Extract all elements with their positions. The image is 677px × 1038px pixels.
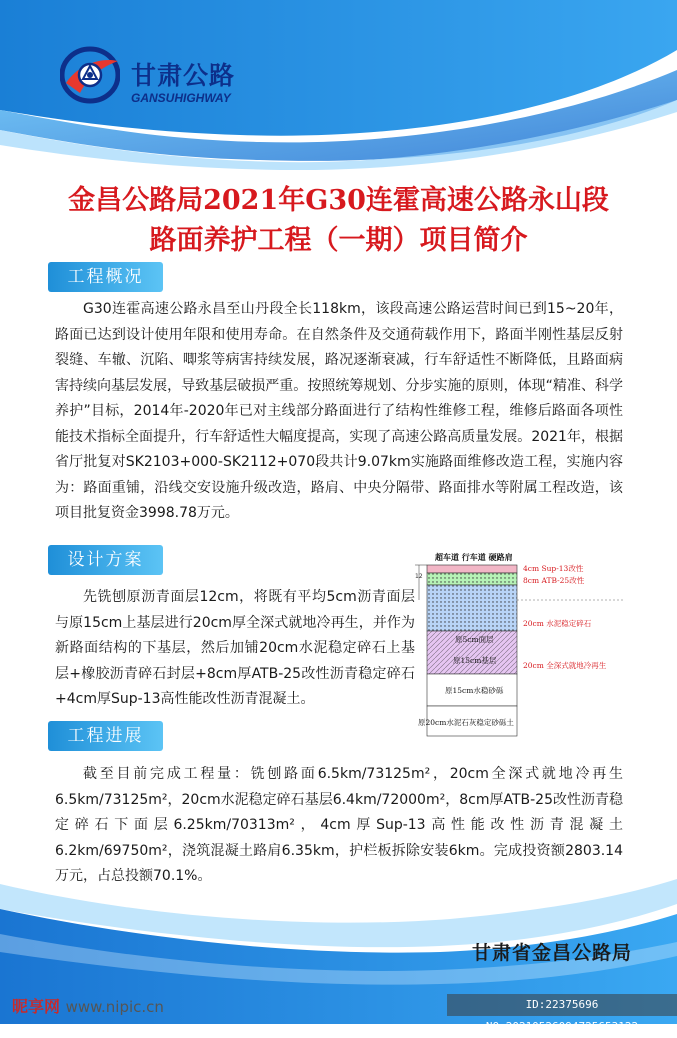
section-tag-progress: 工程进展 [48,721,163,751]
watermark-site-name: 昵享网 [12,997,61,1016]
design-paragraph: 先铣刨原沥青面层12cm，将既有平均5cm沥青面层与原15cm上基层进行20cm厚全深式就地冷再生，并作为新路面结构的下基层，然后加铺20cm水泥稳定碎石上基层+橡胶沥青碎石封层+8cm厚ATB-25改性沥青稳定碎石+4cm厚Sup-13高性能改性沥青混凝土。 [55,589,415,707]
page-title-line-1: 金昌公路局2021年G30连霍高速公路永山段 [68,185,609,216]
logo-chinese-text: 甘肃公路 [131,61,236,90]
pavement-structure-diagram [415,548,630,743]
watermark-site [12,994,164,1017]
logo-english-text: GANSUHIGHWAY [131,91,231,105]
section-tag-design: 设计方案 [48,545,163,575]
inner-label-3: 原15cm水稳砂砾 [445,686,504,695]
layer-sup13 [427,565,517,573]
gansu-highway-logo-icon [60,45,120,105]
right-label-4: 20cm 全深式就地冷再生 [523,661,607,670]
footer-organization: 甘肃省金昌公路局 [471,942,632,964]
diagram-lane-header: 超车道 行车道 硬路肩 [435,552,513,562]
diagram-side-label: 12 [415,573,423,580]
progress-paragraph: 截至目前完成工程量：铣刨路面6.5km/73125m²，20cm全深式就地冷再生6.5km/73125m²，20cm水泥稳定碎石基层6.4km/72000m²，8cm厚ATB-25改性沥青稳定碎石下面层6.25km/70313m²，4cm厚Sup-13高性能改性沥青混凝土6.2km/69750m²，浇筑混凝土路肩6.35km，护栏板拆除安装6km。完成投资额2803.14万元，占总投额70.1%。 [55,766,623,884]
section-tag-overview: 工程概况 [48,262,163,292]
watermark-id: ID:22375696 NO:20210526094725653122 [447,994,677,1016]
page-title-line-2: 路面养护工程（一期）项目简介 [149,225,528,256]
inner-label-4: 原20cm水泥石灰稳定砂砾土 [418,718,514,727]
watermark-url: www.nipic.cn [65,998,164,1016]
right-label-3: 20cm 水泥稳定碎石 [523,619,592,628]
overview-paragraph: G30连霍高速公路永昌至山丹段全长118km，该段高速公路运营时间已到15~20年，路面已达到设计使用年限和使用寿命。在自然条件及交通荷载作用下，路面半刚性基层反射裂缝、车辙、沉陷、唧浆等病害持续发展，路况逐渐衰减，行车舒适性不断降低，且路面病害持续向基层发展，导致基层破损严重。按照统筹规划、分步实施的原则，体现“精准、科学养护”目标，2014年-2020年已对主线部分路面进行了结构性维修工程，维修后路面各项性能技术指标全面提升，行车舒适性大幅度提高，实现了高速公路高质量发展。2021年，根据省厅批复对SK2103+000-SK2112+070段共计9.07km实施路面维修改造工程，实施内容为：路面重铺，沿线交安设施升级改造，路肩、中央分隔带、路面排水等附属工程改造，该项目批复资金3998.78万元。 [55,301,623,521]
right-label-2: 8cm ATB-25改性 [523,576,585,585]
inner-label-1: 原5cm面层 [455,635,494,644]
inner-label-2: 原15cm基层 [453,656,497,665]
right-label-1: 4cm Sup-13改性 [523,564,584,573]
